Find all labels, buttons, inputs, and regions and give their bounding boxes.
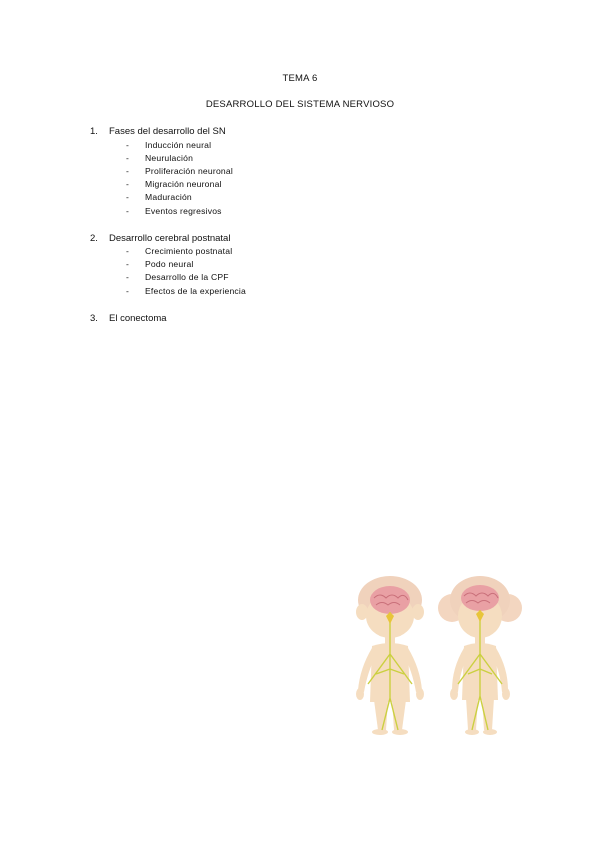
list-item: - Proliferación neuronal [126,166,234,176]
section-title: El conectoma [109,313,167,324]
section-number: 2. [90,233,98,244]
list-item: - Inducción neural [126,140,212,150]
section-title: Fases del desarrollo del SN [109,126,226,137]
section-1-heading [90,126,226,137]
section-3-heading [90,313,167,324]
list-item: - Migración neuronal [126,179,222,189]
boy-figure [356,576,424,735]
list-item: - Efectos de la experiencia [126,286,247,296]
topic-label: TEMA 6 [282,73,318,84]
list-item: - Neurulación [126,153,194,163]
section-number: 1. [90,126,98,137]
girl-figure [438,576,522,735]
list-item: - Eventos regresivos [126,206,222,216]
list-item: - Crecimiento postnatal [126,246,233,256]
document-title: DESARROLLO DEL SISTEMA NERVIOSO [205,99,395,110]
section-2-heading [90,233,230,244]
list-item: - Maduración [126,192,192,202]
list-item: - Podo neural [126,259,194,269]
section-number: 3. [90,313,98,324]
nervous-system-illustration [348,574,528,736]
section-title: Desarrollo cerebral postnatal [109,233,231,244]
list-item: - Desarrollo de la CPF [126,272,229,282]
